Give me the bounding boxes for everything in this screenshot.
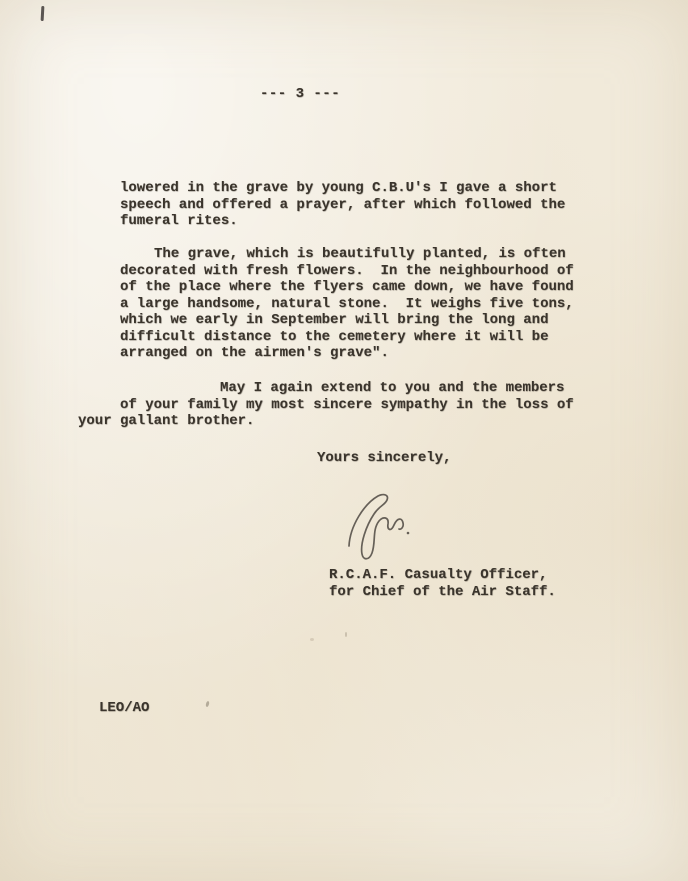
text-line: May I again extend to you and the members	[220, 380, 565, 396]
paragraph-2	[120, 246, 574, 362]
text-line: The grave, which is beautifully planted, is often	[154, 246, 566, 262]
handwritten-signature	[336, 486, 418, 570]
text-line: arranged on the airmen's grave".	[120, 345, 389, 361]
paragraph-3	[78, 380, 574, 430]
text-line: difficult distance to the cemetery where it will be	[120, 328, 549, 345]
signer-title: R.C.A.F. Casualty Officer,	[329, 567, 548, 583]
pen-mark	[41, 6, 45, 21]
text-line: which we early in September will bring the long and	[120, 312, 549, 328]
text-line: your gallant brother.	[78, 413, 255, 429]
text-line: lowered in the grave by young C.B.U's I gave a short	[120, 180, 557, 196]
valediction: Yours sincerely,	[317, 450, 452, 466]
text-line: of the place where the flyers came down, we have found	[120, 279, 574, 295]
text-line: fumeral rites.	[120, 213, 238, 229]
text-line: decorated with fresh flowers. In the neighbourhood of	[120, 262, 574, 279]
text-line: a large handsome, natural stone. It weighs five tons,	[120, 295, 574, 312]
reference-initials: LEO/AO	[99, 700, 150, 716]
paper-speck	[310, 638, 314, 641]
signature-block	[329, 567, 556, 600]
text-line: speech and offered a prayer, after which followed the	[120, 196, 566, 213]
text-line: of your family my most sincere sympathy in the loss of	[120, 396, 574, 413]
paragraph-1	[120, 180, 565, 230]
page-number: --- 3 ---	[260, 86, 341, 102]
paper-speck	[205, 701, 209, 708]
signer-organization: for Chief of the Air Staff.	[329, 583, 556, 600]
paper-speck	[345, 632, 347, 637]
